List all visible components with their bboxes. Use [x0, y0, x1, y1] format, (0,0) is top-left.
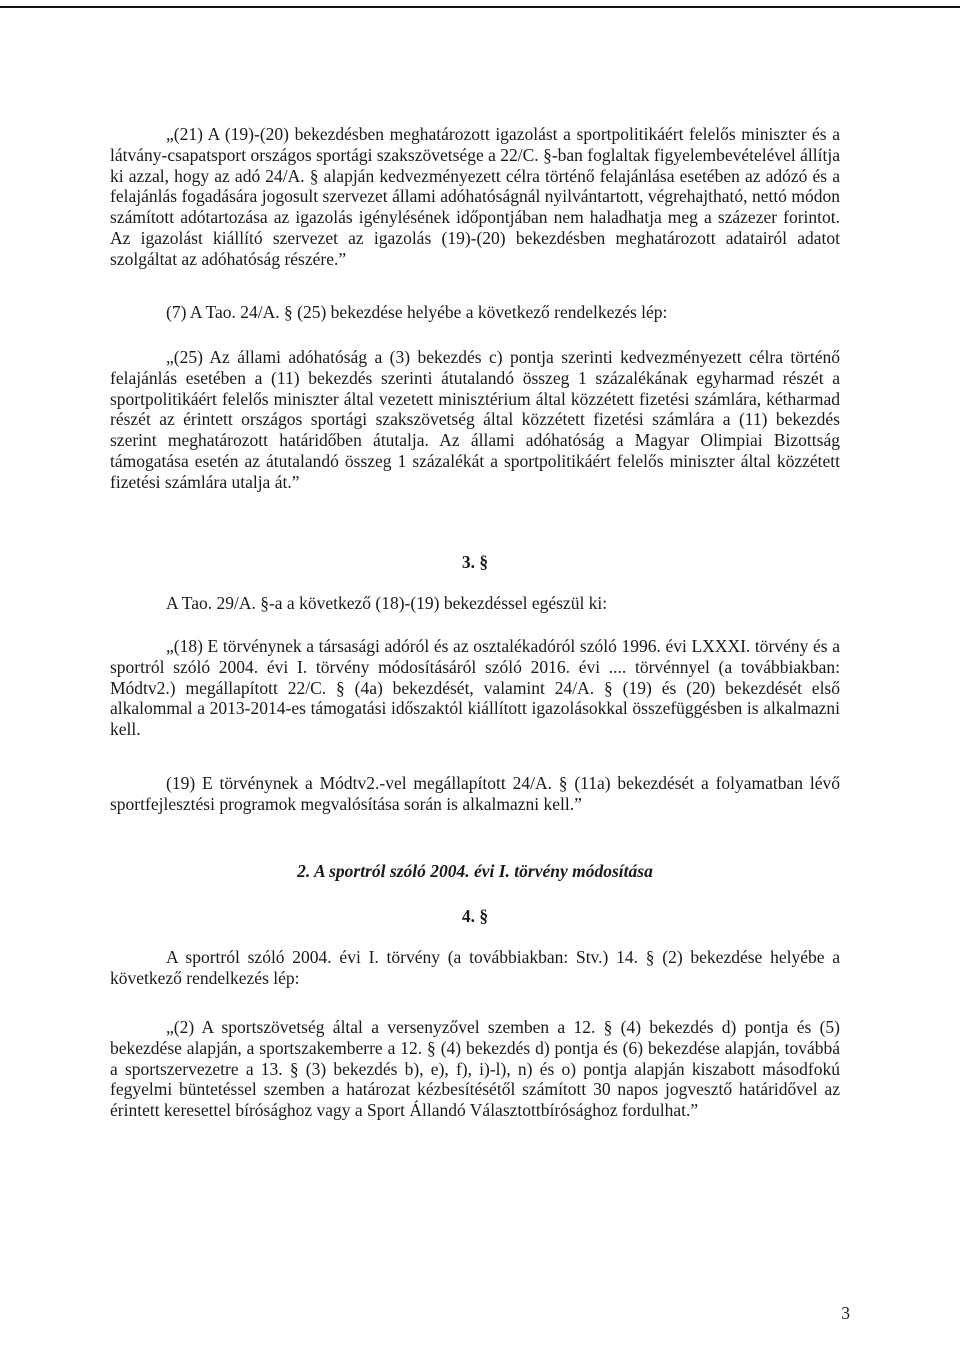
paragraph-stv-intro: A sportról szóló 2004. évi I. törvény (a továbbiakban: Stv.) 14. § (2) bekezdése helyébe a következő rendelkezés lép: — [110, 947, 840, 988]
paragraph-25: „(25) Az állami adóhatóság a (3) bekezdés c) pontja szerinti kedvezményezett célra történő felajánlás esetében a (11) bekezdés szerinti átutalandó összeg 1 százalékának egyharmad részét a sportpolitikáért felelős miniszter által vezetett minisztérium által közzétett fizetési számlára, kétharmad részét az érintett országos sportági szakszövetség által közzétett fizetési számlára a (11) bekezdés szerint meghatározott határidőben átutalja. Az állami adóhatóság a Magyar Olimpiai Bizottság támogatása esetén az átutalandó összeg 1 százalékát a sportpolitikáért felelős miniszter által közzétett fizetési számlára utalja át.” — [110, 347, 840, 492]
paragraph-29a-intro: A Tao. 29/A. §-a a következő (18)-(19) bekezdéssel egészül ki: — [166, 593, 608, 613]
section-4-heading: 4. § — [461, 906, 489, 926]
top-border-line — [0, 6, 960, 8]
paragraph-18: „(18) E törvénynek a társasági adóról és az osztalékadóról szóló 1996. évi LXXXI. törvény és a sportról szóló 2004. évi I. törvény módosításáról szóló 2016. évi .... törvénnyel (a továbbiakban: Módtv2.) megállapított 22/C. § (4a) bekezdését, valamint 24/A. § (19) és (20) bekezdését első alkalommal a 2013-2014-es támogatási időszaktól kiállított igazolásokkal összefüggésben is alkalmazni kell. — [110, 636, 840, 740]
chapter-2-heading: 2. A sportról szóló 2004. évi I. törvény módosítása — [297, 861, 653, 881]
paragraph-21: „(21) A (19)-(20) bekezdésben meghatározott igazolást a sportpolitikáért felelős miniszter és a látvány-csapatsport országos sportági szakszövetsége a 22/C. §-ban foglaltak figyelembevételével állítja ki azzal, hogy az adó 24/A. § alapján kedvezményezett célra történő felajánlása esetében az adózó és a felajánlás fogadására jogosult szervezet állami adóhatóságnál nyilvántartott, végrehajtható, nettó módon számított adótartozása az igazolás igénylésének időpontjában nem haladhatja meg a százezer forintot. Az igazolást kiállító szervezet az igazolás (19)-(20) bekezdésben meghatározott adatairól adatot szolgáltat az adóhatóság részére.” — [110, 124, 840, 269]
page-number: 3 — [841, 1303, 850, 1323]
paragraph-19: (19) E törvénynek a Módtv2.-vel megállapított 24/A. § (11a) bekezdését a folyamatban lévő sportfejlesztési programok megvalósítása során is alkalmazni kell.” — [110, 773, 840, 814]
paragraph-7-amendment: (7) A Tao. 24/A. § (25) bekezdése helyébe a következő rendelkezés lép: — [166, 302, 668, 322]
section-3-heading: 3. § — [461, 552, 489, 572]
paragraph-2-quote: „(2) A sportszövetség által a versenyzővel szemben a 12. § (4) bekezdés d) pontja és (5) bekezdése alapján, a sportszakemberre a 12. § (4) bekezdés d) pontja és (6) bekezdése alapján, továbbá a sportszervezetre a 13. § (3) bekezdés b), e), f), i)-l), n) és o) pontja alapján kiszabott másodfokú fegyelmi büntetéssel szemben a határozat kézbesítésétől számított 30 napos jogvesztő határidővel az érintett keresettel bírósághoz vagy a Sport Állandó Választottbírósághoz fordulhat.” — [110, 1017, 840, 1121]
